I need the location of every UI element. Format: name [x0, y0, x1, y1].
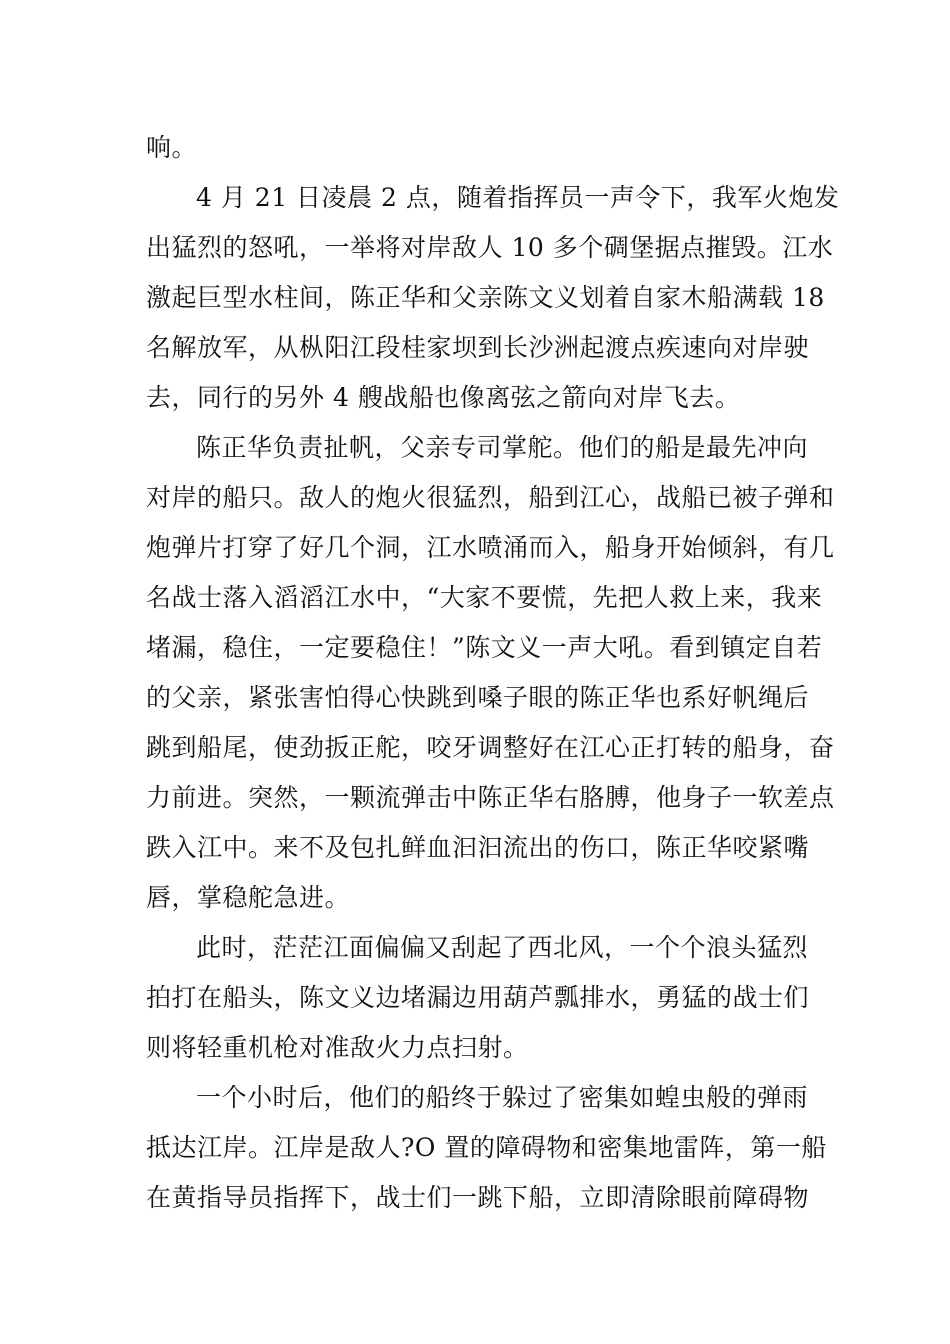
text-line: 去，同行的另外 4 艘战船也像离弦之箭向对岸飞去。 — [146, 383, 741, 412]
text-line: 拍打在船头，陈文义边堵漏边用葫芦瓢排水，勇猛的战士们 — [146, 983, 810, 1012]
text-line: 名战士落入滔滔江水中，“大家不要慌，先把人救上来，我来 — [146, 583, 823, 612]
text-line: 出猛烈的怒吼，一举将对岸敌人 10 多个碉堡据点摧毁。江水 — [146, 233, 834, 262]
text-line: 4 月 21 日凌晨 2 点，随着指挥员一声令下，我军火炮发 — [196, 183, 840, 212]
text-line: 堵漏，稳住，一定要稳住！”陈文义一声大吼。看到镇定自若 — [146, 633, 823, 662]
text-line: 的父亲，紧张害怕得心快跳到嗓子眼的陈正华也系好帆绳后 — [146, 683, 810, 712]
text-line: 唇，掌稳舵急进。 — [146, 883, 351, 912]
text-line: 陈正华负责扯帆，父亲专司掌舵。他们的船是最先冲向 — [196, 433, 809, 462]
text-line: 一个小时后，他们的船终于躲过了密集如蝗虫般的弹雨 — [196, 1083, 809, 1112]
text-line: 对岸的船只。敌人的炮火很猛烈，船到江心，战船已被子弹和 — [146, 483, 835, 512]
text-line: 跌入江中。来不及包扎鲜血汩汩流出的伤口，陈正华咬紧嘴 — [146, 833, 810, 862]
text-line: 激起巨型水柱间，陈正华和父亲陈文义划着自家木船满载 18 — [146, 283, 825, 312]
text-line: 则将轻重机枪对准敌火力点扫射。 — [146, 1033, 529, 1062]
text-line: 名解放军，从枞阳江段桂家坝到长沙洲起渡点疾速向对岸驶 — [146, 333, 810, 362]
text-line: 响。 — [146, 133, 198, 162]
text-line: 力前进。突然，一颗流弹击中陈正华右胳膊，他身子一软差点 — [146, 783, 835, 812]
text-line: 跳到船尾，使劲扳正舵，咬牙调整好在江心正打转的船身，奋 — [146, 733, 835, 762]
text-line: 炮弹片打穿了好几个洞，江水喷涌而入，船身开始倾斜，有几 — [146, 533, 835, 562]
text-line: 抵达江岸。江岸是敌人?O 置的障碍物和密集地雷阵，第一船 — [146, 1133, 827, 1162]
text-line: 此时，茫茫江面偏偏又刮起了西北风，一个个浪头猛烈 — [196, 933, 809, 962]
text-line: 在黄指导员指挥下，战士们一跳下船，立即清除眼前障碍物 — [146, 1183, 810, 1212]
